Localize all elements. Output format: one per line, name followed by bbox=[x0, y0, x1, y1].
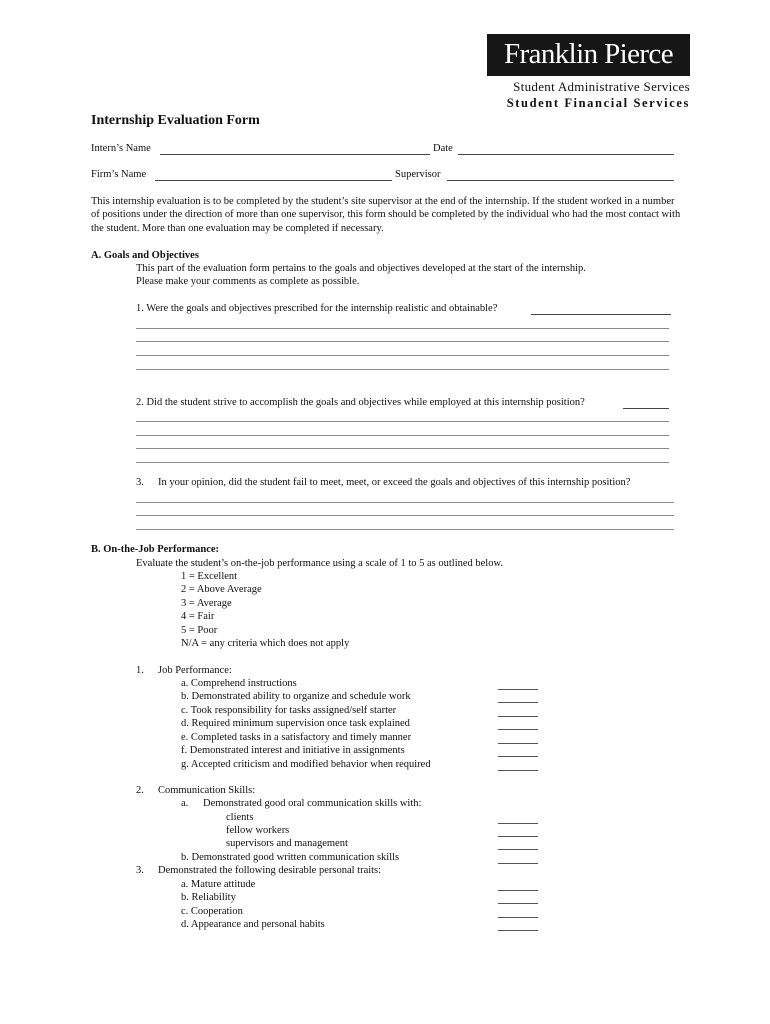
trait-item: d. Appearance and personal habits bbox=[181, 919, 325, 930]
rating-field[interactable] bbox=[498, 890, 538, 891]
job-item: g. Accepted criticism and modified behavior when required bbox=[181, 759, 431, 770]
rating-field[interactable] bbox=[498, 729, 538, 730]
job-performance-title: Job Performance: bbox=[158, 665, 232, 676]
question-2: 2. Did the student strive to accomplish the goals and objectives while employed at this internship position? bbox=[136, 397, 585, 408]
q1-answer-line[interactable] bbox=[136, 341, 669, 342]
firm-name-field[interactable] bbox=[155, 180, 392, 181]
section-a-intro-line2: Please make your comments as complete as possible. bbox=[136, 276, 360, 287]
question-1: 1. Were the goals and objectives prescribed for the internship realistic and obtainable? bbox=[136, 303, 498, 314]
communication-item: supervisors and management bbox=[226, 838, 348, 849]
form-title: Internship Evaluation Form bbox=[91, 113, 260, 128]
scale-item: 3 = Average bbox=[181, 598, 232, 609]
q2-answer-line[interactable] bbox=[136, 448, 669, 449]
job-item: e. Completed tasks in a satisfactory and timely manner bbox=[181, 732, 412, 743]
office-name: Student Financial Services bbox=[506, 96, 690, 110]
date-field[interactable] bbox=[458, 154, 674, 155]
trait-item: b. Reliability bbox=[181, 892, 236, 903]
communication-b: b. Demonstrated good written communication skills bbox=[181, 852, 400, 863]
section-a-intro-line1: This part of the evaluation form pertains to the goals and objectives developed at the start of the internship. bbox=[136, 263, 586, 274]
rating-field[interactable] bbox=[498, 836, 538, 837]
rating-field[interactable] bbox=[498, 689, 538, 690]
communication-a-letter: a. bbox=[181, 798, 189, 809]
rating-field[interactable] bbox=[498, 716, 538, 717]
scale-item: 1 = Excellent bbox=[181, 571, 238, 582]
trait-item: c. Cooperation bbox=[181, 906, 243, 917]
firm-name-label: Firm’s Name bbox=[91, 169, 147, 180]
supervisor-field[interactable] bbox=[447, 180, 674, 181]
communication-title: Communication Skills: bbox=[158, 785, 256, 796]
q2-answer-line[interactable] bbox=[136, 462, 669, 463]
intern-name-field[interactable] bbox=[160, 154, 430, 155]
date-label: Date bbox=[433, 143, 453, 154]
q3-answer-line[interactable] bbox=[136, 502, 674, 503]
rating-field[interactable] bbox=[498, 756, 538, 757]
rating-field[interactable] bbox=[498, 823, 538, 824]
job-item: f. Demonstrated interest and initiative in assignments bbox=[181, 745, 405, 756]
traits-title: Demonstrated the following desirable personal traits: bbox=[158, 865, 382, 876]
intro-paragraph: This internship evaluation is to be completed by the student’s site supervisor at the end of the internship. If the student worked in a number of positions under the direction of more than one supervisor, this form should be completed by the individual who had the most contact with the student. More than one evaluation may be completed if necessary. bbox=[91, 196, 681, 234]
rating-field[interactable] bbox=[498, 917, 538, 918]
traits-number: 3. bbox=[136, 865, 144, 876]
section-a-heading: A. Goals and Objectives bbox=[91, 250, 199, 261]
rating-field[interactable] bbox=[498, 770, 538, 771]
franklin-pierce-logo bbox=[487, 34, 690, 76]
communication-number: 2. bbox=[136, 785, 144, 796]
q2-short-answer[interactable] bbox=[623, 408, 669, 409]
rating-field[interactable] bbox=[498, 930, 538, 931]
trait-item: a. Mature attitude bbox=[181, 879, 256, 890]
question-3-number: 3. bbox=[136, 477, 144, 488]
rating-field[interactable] bbox=[498, 863, 538, 864]
rating-field[interactable] bbox=[498, 743, 538, 744]
rating-field[interactable] bbox=[498, 849, 538, 850]
q3-answer-line[interactable] bbox=[136, 529, 674, 530]
scale-item: N/A = any criteria which does not apply bbox=[181, 638, 350, 649]
supervisor-label: Supervisor bbox=[395, 169, 441, 180]
department-name: Student Administrative Services bbox=[513, 79, 690, 94]
job-performance-number: 1. bbox=[136, 665, 144, 676]
section-b-heading: B. On-the-Job Performance: bbox=[91, 544, 220, 555]
q1-short-answer[interactable] bbox=[531, 314, 671, 315]
section-b-intro: Evaluate the student’s on-the-job performance using a scale of 1 to 5 as outlined below. bbox=[136, 558, 504, 569]
q1-answer-line[interactable] bbox=[136, 369, 669, 370]
communication-item: fellow workers bbox=[226, 825, 290, 836]
job-item: a. Comprehend instructions bbox=[181, 678, 297, 689]
scale-item: 2 = Above Average bbox=[181, 584, 262, 595]
scale-item: 4 = Fair bbox=[181, 611, 215, 622]
q2-answer-line[interactable] bbox=[136, 435, 669, 436]
job-item: b. Demonstrated ability to organize and schedule work bbox=[181, 691, 411, 702]
q1-answer-line[interactable] bbox=[136, 328, 669, 329]
q2-answer-line[interactable] bbox=[136, 421, 669, 422]
q3-answer-line[interactable] bbox=[136, 515, 674, 516]
communication-a: Demonstrated good oral communication skills with: bbox=[203, 798, 422, 809]
rating-field[interactable] bbox=[498, 702, 538, 703]
job-item: c. Took responsibility for tasks assigned/self starter bbox=[181, 705, 397, 716]
communication-item: clients bbox=[226, 812, 254, 823]
scale-item: 5 = Poor bbox=[181, 625, 218, 636]
q1-answer-line[interactable] bbox=[136, 355, 669, 356]
question-3: In your opinion, did the student fail to meet, meet, or exceed the goals and objectives of this internship position? bbox=[158, 477, 631, 488]
logo-wordmark: Franklin Pierce bbox=[504, 38, 673, 70]
intern-name-label: Intern’s Name bbox=[91, 143, 151, 154]
rating-field[interactable] bbox=[498, 903, 538, 904]
job-item: d. Required minimum supervision once task explained bbox=[181, 718, 410, 729]
